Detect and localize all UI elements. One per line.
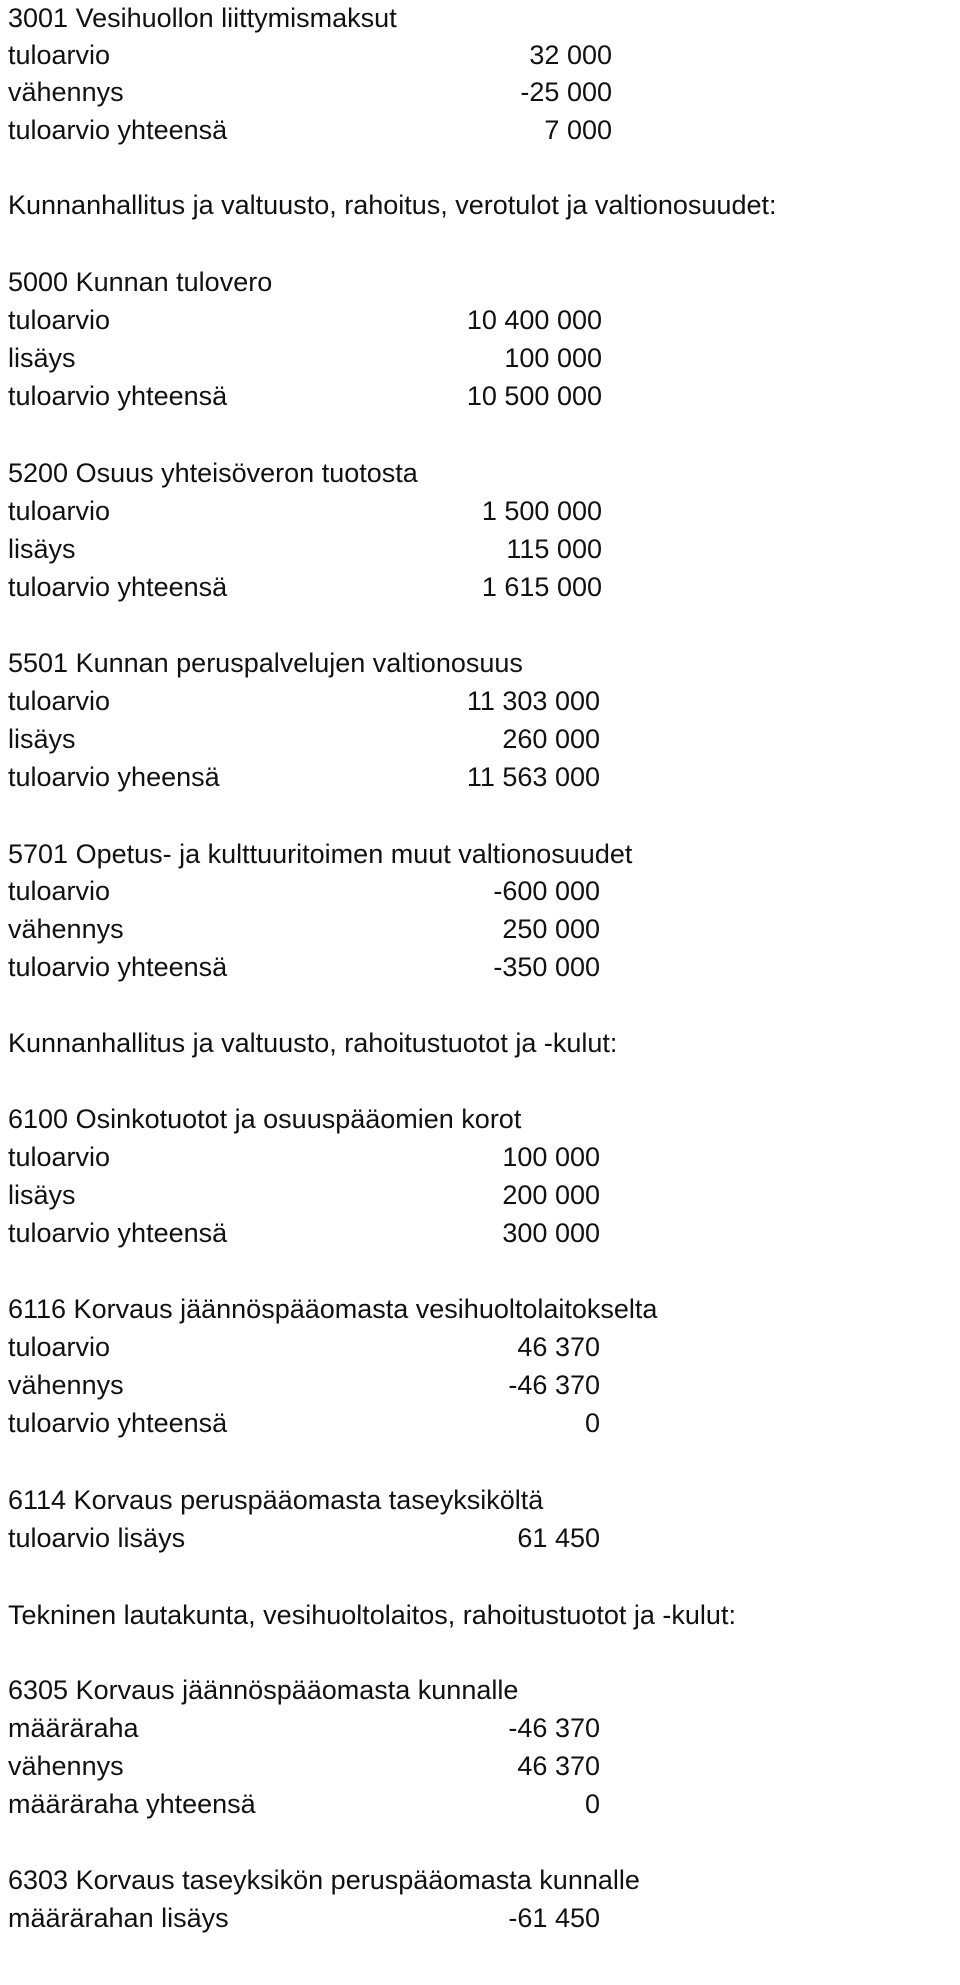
row-amount: 100 000: [504, 343, 602, 373]
row-amount: 200 000: [502, 1180, 600, 1210]
row-amount: 7 000: [544, 115, 612, 145]
row-label: tuloarvio yhteensä: [8, 1218, 228, 1248]
section-heading: 5000 Kunnan tulovero: [8, 267, 273, 297]
row-amount: 10 500 000: [466, 381, 602, 411]
section-heading: 6114 Korvaus peruspääomasta taseyksiköltä: [8, 1485, 544, 1515]
row-amount: 46 370: [517, 1751, 600, 1781]
row-amount: -350 000: [493, 952, 600, 982]
row-amount: 10 400 000: [466, 305, 602, 335]
row-amount: 115 000: [506, 534, 602, 564]
row-label: tuloarvio yhteensä: [8, 952, 228, 982]
row-label: lisäys: [8, 534, 76, 564]
row-label: vähennys: [8, 914, 124, 944]
row-label: tuloarvio yheensä: [8, 762, 220, 792]
row-label: tuloarvio yhteensä: [8, 115, 228, 145]
row-label: lisäys: [8, 724, 76, 754]
row-label: tuloarvio: [8, 1332, 111, 1362]
row-label: tuloarvio yhteensä: [8, 1408, 228, 1438]
section-heading: 6305 Korvaus jäännöspääomasta kunnalle: [8, 1675, 519, 1705]
row-label: tuloarvio: [8, 1142, 111, 1172]
row-amount: 11 303 000: [466, 686, 600, 716]
row-label: tuloarvio: [8, 40, 111, 70]
section-heading: 6116 Korvaus jäännöspääomasta vesihuoltolaitokselta: [8, 1294, 658, 1324]
group-heading: Kunnanhallitus ja valtuusto, rahoitus, verotulot ja valtionosuudet:: [8, 190, 777, 220]
row-label: tuloarvio: [8, 496, 111, 526]
section-heading: 3001 Vesihuollon liittymismaksut: [8, 3, 397, 33]
row-amount: 250 000: [502, 914, 600, 944]
row-amount: 0: [584, 1408, 600, 1438]
row-amount: -600 000: [493, 876, 600, 906]
row-label: vähennys: [8, 77, 124, 107]
section-heading: 6303 Korvaus taseyksikön peruspääomasta kunnalle: [8, 1865, 640, 1895]
section-heading: 5200 Osuus yhteisöveron tuotosta: [8, 458, 418, 488]
row-amount: 1 615 000: [481, 572, 602, 602]
row-label: tuloarvio: [8, 305, 111, 335]
row-amount: -25 000: [520, 77, 612, 107]
row-label: määräraha yhteensä: [8, 1789, 256, 1819]
row-label: tuloarvio yhteensä: [8, 381, 228, 411]
row-label: lisäys: [8, 1180, 76, 1210]
row-amount: 1 500 000: [481, 496, 602, 526]
row-amount: 46 370: [517, 1332, 600, 1362]
row-amount: 100 000: [502, 1142, 600, 1172]
row-amount: 32 000: [529, 40, 612, 70]
row-amount: 0: [584, 1789, 600, 1819]
row-label: vähennys: [8, 1370, 124, 1400]
row-label: vähennys: [8, 1751, 124, 1781]
group-heading: Kunnanhallitus ja valtuusto, rahoitustuotot ja -kulut:: [8, 1028, 618, 1058]
row-label: tuloarvio lisäys: [8, 1523, 186, 1553]
section-heading: 5501 Kunnan peruspalvelujen valtionosuus: [8, 648, 523, 678]
row-label: lisäys: [8, 343, 76, 373]
row-amount: 11 563 000: [466, 762, 600, 792]
row-amount: 300 000: [502, 1218, 600, 1248]
row-label: määrärahan lisäys: [8, 1903, 229, 1933]
group-heading: Tekninen lautakunta, vesihuoltolaitos, rahoitustuotot ja -kulut:: [8, 1600, 736, 1630]
row-amount: 260 000: [502, 724, 600, 754]
section-heading: 5701 Opetus- ja kulttuuritoimen muut valtionosuudet: [8, 839, 633, 869]
section-heading: 6100 Osinkotuotot ja osuuspääomien korot: [8, 1104, 522, 1134]
row-amount: -61 450: [508, 1903, 600, 1933]
row-amount: -46 370: [508, 1370, 600, 1400]
row-amount: 61 450: [517, 1523, 600, 1553]
row-label: tuloarvio: [8, 686, 111, 716]
row-label: määräraha: [8, 1713, 139, 1743]
row-amount: -46 370: [508, 1713, 600, 1743]
row-label: tuloarvio: [8, 876, 111, 906]
row-label: tuloarvio yhteensä: [8, 572, 228, 602]
